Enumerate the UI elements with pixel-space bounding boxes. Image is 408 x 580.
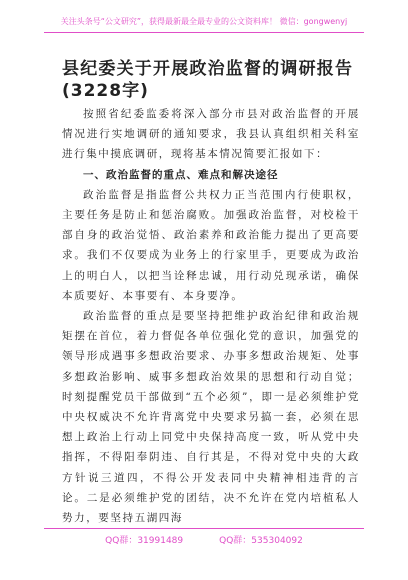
paragraph-2: 政治监督的重点是要坚持把维护政治纪律和政治规矩摆在首位，着力督促各单位强化党的意识，加强党的领导形成遇事多想政治要求、办事多想政治规矩、处事多想政治影响、威事多想政治效果的思想和行动自觉；时刻提醒党员干部做到“五个必须”，即一是必须维护党中央权威决不允许背离党中央要求另搞一套，必须在思想上政治上行动上同党中央保持高度一致，听从党中央指挥，不得阳奉阴违、自行其是，不得对党中央的大政方针说三道四，不得公开发表同中央精神相违背的言论。二是必须维护党的团结，决不允许在党内培植私人势力，要坚持五湖四海 [62,310,360,525]
section-heading: 一、政治监督的重点、难点和解决途径 [83,168,279,181]
footer-qq-2: QQ群：535304092 [219,536,303,546]
paragraph-1: 政治监督是指监督公共权力正当范围内行使职权，主要任务是防止和惩治腐败。加强政治监督，对校检干部自身的政治觉悟、政治素养和政治能力提出了更高要求。我们不仅要成为业务上的行家里手，更要成为政治上的明白人，以把当诠释忠诚，用行动兑现承诺，确保本质要好、本事要有、本身要净。 [62,188,360,302]
header-banner: 关注头条号“公文研究”，获得最新最全最专业的公文资料库！ 微信：gongwenyj [44,16,364,33]
word-count: (3228字) [62,81,149,101]
footer-qq-1: QQ群：31991489 [105,536,184,546]
document-body [62,104,360,528]
footer-banner [44,528,364,546]
intro-paragraph: 按照省纪委监委将深入部分市县对政治监督的开展情况进行实地调研的通知要求，我县认真组织相关科室进行集中摸底调研，现将基本情况简要汇报如下： [62,108,360,161]
page-title: 县纪委关于开展政治监督的调研报告 [62,59,354,79]
